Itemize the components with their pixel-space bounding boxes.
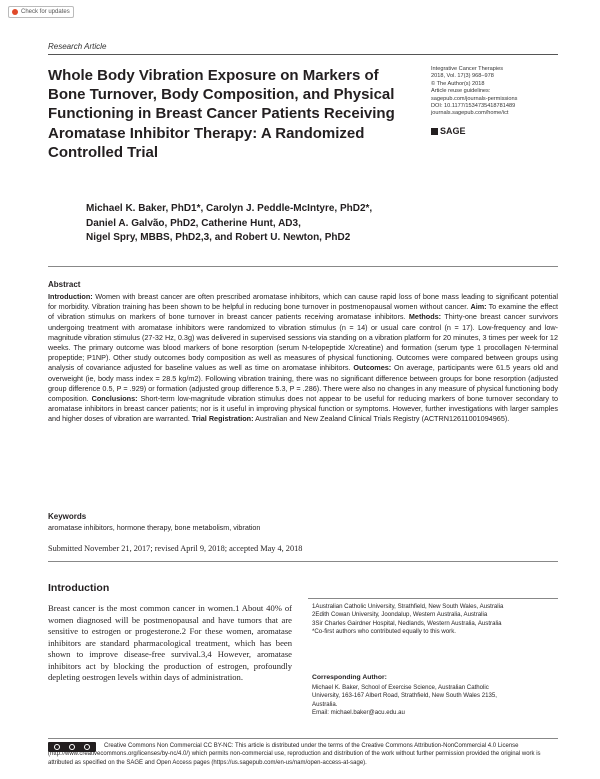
submission-dates: Submitted November 21, 2017; revised April 9, 2018; accepted May 4, 2018 — [48, 544, 303, 553]
header-rule — [48, 54, 558, 55]
journal-line[interactable]: DOI: 10.1177/1534735418781489 — [431, 103, 516, 110]
abstract-label: Introduction: — [48, 292, 93, 301]
author-line: Daniel A. Galvão, PhD2, Catherine Hunt, AD3, — [86, 217, 301, 229]
corresponding-line: University, 163-167 Albert Road, Strathfield, New South Wales 2135, — [312, 692, 497, 700]
abstract-label: Conclusions: — [91, 394, 138, 404]
corresponding-line: Australia. — [312, 700, 338, 708]
sage-square-icon — [431, 128, 438, 135]
article-type: Research Article — [48, 42, 107, 51]
keywords-text: aromatase inhibitors, hormone therapy, bone metabolism, vibration — [48, 523, 261, 532]
abstract-label: Methods: — [408, 312, 442, 322]
journal-line[interactable]: journals.sagepub.com/home/ict — [431, 110, 509, 117]
journal-line: 2018, Vol. 17(3) 968–978 — [431, 73, 494, 80]
journal-line[interactable]: sagepub.com/journals-permissions — [431, 95, 518, 102]
abstract-section: On average, participants were 61.5 years old and overweight (ie, body mass index = 28.5 kg/m2). Following vibration training, there was no significant difference between groups for bone resorption (adjusted group difference 0.5, P = .929) or formation (adjusted group difference 5.3, P = .286). There were also no changes in any measure of physical functioning body composition. — [48, 363, 558, 404]
corresponding-author — [312, 684, 558, 717]
affiliation-line: 3Sir Charles Gairdner Hospital, Nedlands, Western Australia, Australia — [312, 619, 502, 627]
abstract-section: Australian and New Zealand Clinical Trials Registry (ACTRN12611001094965). — [253, 414, 510, 424]
crossmark-badge[interactable] — [8, 6, 74, 18]
sage-logo — [431, 126, 466, 136]
journal-line: Article reuse guidelines: — [431, 88, 491, 95]
article-title: Whole Body Vibration Exposure on Markers of Bone Turnover, Body Composition, and Physical Functioning in Breast Cancer Patients Receiving Aromatase Inhibitor Therapy: A Randomized Controlled Trial — [48, 67, 395, 161]
body-rule — [48, 561, 558, 562]
corresponding-line: Michael K. Baker, School of Exercise Science, Australian Catholic — [312, 684, 489, 691]
footer-rule — [48, 738, 558, 739]
affiliation-line: 1Australian Catholic University, Strathfield, New South Wales, Australia — [312, 603, 504, 610]
abstract-heading: Abstract — [48, 280, 81, 289]
affiliation-line: 2Edith Cowan University, Joondalup, Western Australia, Australia — [312, 611, 488, 619]
abstract-body — [48, 292, 558, 425]
journal-line: Integrative Cancer Therapies — [431, 66, 504, 72]
corresponding-email[interactable]: Email: michael.baker@acu.edu.au — [312, 708, 405, 716]
crossmark-icon — [12, 9, 18, 15]
sage-label: SAGE — [440, 126, 466, 136]
author-line: Nigel Spry, MBBS, PhD2,3, and Robert U. Newton, PhD2 — [86, 232, 351, 244]
journal-line: © The Author(s) 2018 — [431, 80, 485, 87]
affiliation-rule — [308, 598, 558, 599]
abstract-label: Trial Registration: — [191, 414, 254, 424]
affiliations — [312, 603, 558, 636]
corresponding-author-heading: Corresponding Author: — [312, 674, 387, 681]
introduction-heading: Introduction — [48, 582, 110, 594]
abstract-section: Thirty-one breast cancer survivors undergoing treatment with aromatase inhibitors were randomized to vibration stimulus (n = 14) or usual care control (n = 17). Low-frequency and low-magnitude vibration stimulus (27-32 Hz, 0.3g) was delivered in supervised sessions via standing on a vibration platform for 20 minutes, 3 times per week for 12 weeks. The primary outcome was blood markers of bone resorption (serum N-telopeptide X/creatine) and formation (serum type 1 procollagen N-terminal propeptide; P1NP). Other study outcomes body composition as well as measures of physical functioning. Outcomes were compared between groups using analysis of covariance adjusted for baseline values as well as time on aromatase inhibitors. — [48, 312, 558, 373]
introduction-text: Breast cancer is the most common cancer in women.1 About 40% of women diagnosed will be postmenopausal and have tumors that are sensitive to estrogen or progesterone.2 For these women, aromatase inhibitors are standard pharmacological treatment, which has been shown to improve disease-free survival.3,4 However, aromatase inhibitors act by blocking the production of estrogen, profoundly depleting oestrogen levels within days of administration. — [48, 603, 292, 682]
author-list — [86, 202, 416, 246]
abstract-section: Short-term low-magnitude vibration stimulus does not appear to be useful for reducing markers of bone turnover secondary to aromatase inhibitors in breast cancer patients; nor is it useful in improving physical function or symptoms. However, further investigations with larger samples and higher doses of vibration are warranted. — [48, 394, 558, 424]
crossmark-label: Check for updates — [21, 9, 70, 15]
license-text: Creative Commons Non Commercial CC BY-NC: This article is distributed under the terms of the Creative Commons Attribution-NonCommercial 4.0 License (http://www.creativecommons.org/licenses/by-nc/4.0/) which permits non-commercial use, reproduction and distribution of the work without further permission provided the original work is attributed as specified on the SAGE and Open Access pages (https://us.sagepub.com/en-us/nam/open-access-at-sage). — [48, 743, 541, 766]
abstract-rule — [48, 266, 558, 267]
abstract-section: To examine the effect of vibration stimulus on markers of bone turnover in breast cancer patients receiving aromatase inhibitors. — [48, 302, 558, 322]
abstract-label: Aim: — [470, 302, 487, 312]
affiliation-line: *Co-first authors who contributed equally to this work. — [312, 627, 456, 635]
keywords-heading: Keywords — [48, 512, 87, 521]
author-line: Michael K. Baker, PhD1*, Carolyn J. Peddle-McIntyre, PhD2*, — [86, 203, 373, 214]
abstract-text — [48, 292, 558, 425]
abstract-label: Outcomes: — [353, 363, 392, 373]
abstract-section: Women with breast cancer are often prescribed aromatase inhibitors, which can cause rapid loss of bone mass leading to significant potential for morbidity. Vibration training has been shown to be helpful in reducing bone turnover in postmenopausal women without cancer. — [48, 292, 558, 312]
journal-info — [431, 66, 561, 118]
